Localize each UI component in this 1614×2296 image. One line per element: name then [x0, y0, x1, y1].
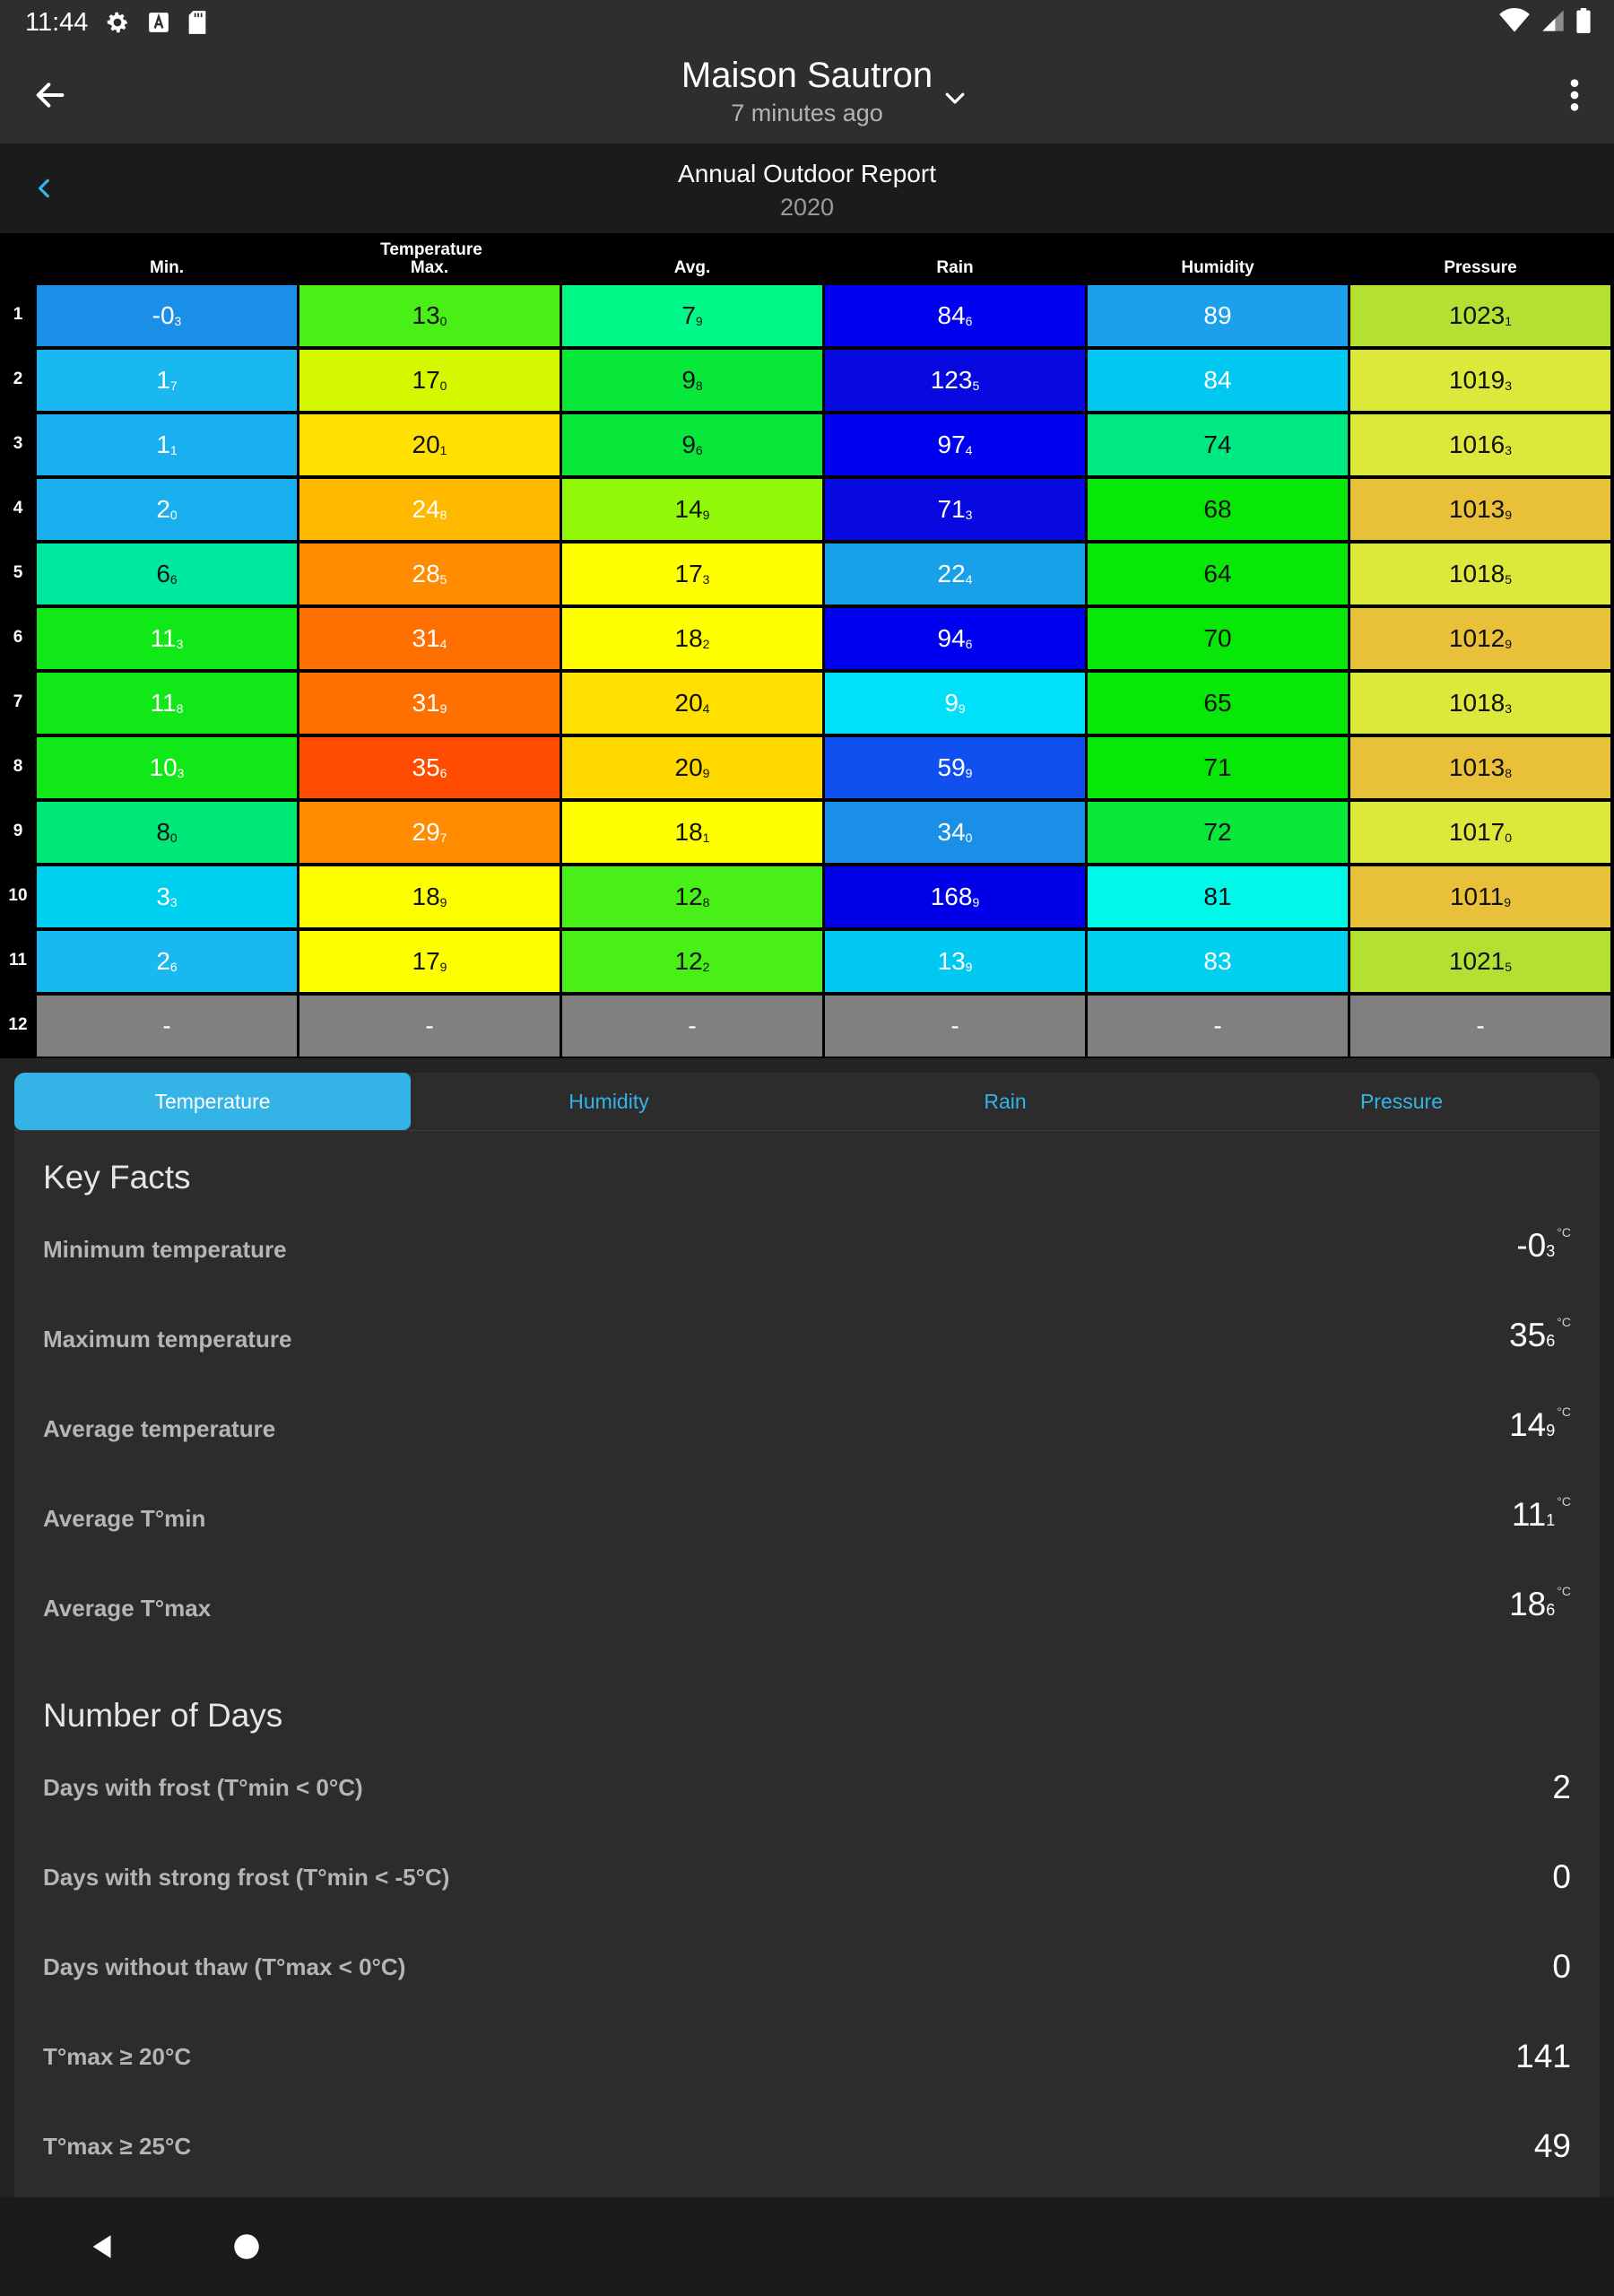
key-fact-value: [1509, 1586, 1571, 1623]
tab-humidity[interactable]: Humidity: [568, 1089, 649, 1113]
cell-value-decimal: 3: [176, 637, 184, 651]
cell-value-decimal: 8: [176, 701, 184, 716]
cell-value-decimal: 5: [972, 378, 980, 393]
cell-value-integer: 81: [1203, 883, 1232, 910]
cell-value-decimal: 4: [439, 637, 447, 651]
cell-value-integer: 28: [412, 560, 440, 587]
table-cell: [1088, 350, 1348, 411]
cell-value-integer: 168: [930, 883, 973, 910]
cell-value-decimal: 1: [702, 831, 710, 845]
cell-value-decimal: 3: [965, 508, 973, 522]
table-cell: [562, 479, 822, 540]
circle-home-icon: [233, 2233, 260, 2260]
cell-value-decimal: 3: [702, 572, 710, 587]
row-number: 4: [13, 499, 23, 517]
table-cell: [1350, 673, 1610, 734]
cell-value-decimal: 3: [1505, 443, 1513, 457]
report-table: [0, 233, 1614, 1058]
table-cell: [299, 350, 560, 411]
cell-value-integer: 1018: [1448, 560, 1506, 587]
cell-value-decimal: 9: [972, 895, 980, 909]
cell-value-integer: 1: [156, 366, 170, 394]
cell-value-integer: 13: [937, 947, 966, 975]
table-cell: [299, 737, 560, 798]
settings-icon: [104, 9, 131, 36]
cell-value-integer: 12: [674, 947, 703, 975]
stats-card: [14, 1073, 1600, 2197]
cell-value-integer: 31: [412, 624, 440, 652]
cell-value-integer: 1013: [1448, 495, 1506, 523]
row-number: 6: [13, 628, 23, 647]
table-cell: [37, 866, 297, 927]
key-fact-value: [1509, 1317, 1571, 1354]
cell-value-integer: 10: [149, 753, 178, 781]
days-stat-value: 0: [1552, 1948, 1571, 1985]
cell-value-decimal: 1: [1505, 314, 1513, 328]
cell-value-decimal: 1: [439, 443, 447, 457]
column-group-header-temperature: Temperature: [380, 240, 482, 260]
cell-value-integer: 12: [674, 883, 703, 910]
row-number: 11: [8, 951, 28, 970]
cell-value-integer: 18: [412, 883, 440, 910]
table-cell: [1350, 479, 1610, 540]
days-stat-label: Days without thaw (T°max < 0°C): [43, 1953, 406, 1980]
cell-value-integer: 3: [156, 883, 170, 910]
cell-value-integer: 7: [681, 301, 696, 329]
table-cell: [1350, 866, 1610, 927]
table-cell: [562, 931, 822, 992]
cell-value-integer: -: [950, 1012, 959, 1039]
table-cell: [825, 996, 1085, 1057]
cell-value-decimal: 0: [965, 831, 973, 845]
status-bar: [0, 0, 1614, 45]
value-unit: °C: [1557, 1494, 1571, 1509]
value-integer: 35: [1509, 1317, 1547, 1353]
table-cell: [1088, 866, 1348, 927]
table-cell: [825, 673, 1085, 734]
cell-value-integer: 1016: [1448, 430, 1506, 458]
cell-value-integer: 29: [412, 818, 440, 846]
table-cell: [825, 866, 1085, 927]
cell-value-integer: 1023: [1448, 301, 1506, 329]
nav-back-button[interactable]: [81, 2224, 126, 2269]
cell-value-decimal: 4: [965, 572, 973, 587]
cell-value-decimal: 7: [169, 378, 178, 393]
cell-value-decimal: 1: [169, 443, 178, 457]
table-cell: [37, 737, 297, 798]
days-stat-value: 2: [1552, 1769, 1571, 1805]
table-cell: [562, 737, 822, 798]
station-title-block[interactable]: [0, 56, 1614, 127]
value-integer: -0: [1516, 1227, 1547, 1264]
table-cell: [299, 479, 560, 540]
table-cell: [1088, 285, 1348, 346]
cell-value-integer: 20: [674, 753, 703, 781]
column-header: Min.: [150, 258, 184, 278]
cell-value-integer: 1011: [1449, 883, 1505, 910]
cell-value-decimal: 7: [439, 831, 447, 845]
cell-value-integer: 31: [412, 689, 440, 717]
table-cell: [825, 350, 1085, 411]
days-stat-label: T°max ≥ 20°C: [43, 2043, 192, 2070]
value-unit: °C: [1557, 1225, 1571, 1239]
cell-value-decimal: 6: [439, 766, 447, 780]
table-cell: [562, 866, 822, 927]
key-fact-value: [1509, 1406, 1571, 1444]
cell-value-decimal: 4: [965, 443, 973, 457]
value-decimal: 1: [1546, 1511, 1556, 1529]
cell-value-integer: 6: [156, 560, 170, 587]
cell-value-decimal: 9: [695, 314, 703, 328]
table-cell: [825, 285, 1085, 346]
row-number: 5: [13, 563, 23, 582]
cell-value-decimal: 9: [965, 766, 973, 780]
cell-value-integer: 2: [156, 495, 170, 523]
cell-value-decimal: 6: [965, 637, 973, 651]
table-cell: [1088, 414, 1348, 475]
cell-value-decimal: 5: [439, 572, 447, 587]
table-cell: [1350, 414, 1610, 475]
system-navigation-bar: [0, 2197, 1614, 2296]
table-cell: [37, 996, 297, 1057]
table-cell: [1350, 285, 1610, 346]
table-cell: [37, 414, 297, 475]
cell-value-decimal: 9: [439, 701, 447, 716]
table-cell: [1088, 737, 1348, 798]
table-cell: [299, 866, 560, 927]
table-cell: [1350, 608, 1610, 669]
cell-value-integer: 35: [412, 753, 440, 781]
value-decimal: 6: [1546, 1332, 1556, 1350]
a-notification-icon: [147, 11, 170, 34]
table-cell: [825, 479, 1085, 540]
cell-value-integer: 71: [1203, 753, 1232, 781]
cell-value-integer: 71: [937, 495, 966, 523]
cell-value-integer: 14: [674, 495, 703, 523]
cell-value-integer: 84: [937, 301, 966, 329]
table-cell: [299, 414, 560, 475]
cell-value-integer: 20: [412, 430, 440, 458]
wifi-icon: [1499, 8, 1530, 38]
cell-value-integer: 17: [674, 560, 703, 587]
table-cell: [299, 673, 560, 734]
cell-value-integer: 9: [944, 689, 959, 717]
signal-icon: [1540, 8, 1566, 38]
battery-icon: [1576, 8, 1591, 38]
cell-value-integer: 24: [412, 495, 440, 523]
table-cell: [37, 608, 297, 669]
table-cell: [299, 931, 560, 992]
cell-value-decimal: 5: [1505, 960, 1513, 974]
table-cell: [1088, 608, 1348, 669]
table-cell: [825, 608, 1085, 669]
cell-value-integer: -: [425, 1012, 434, 1039]
chevron-down-icon: [941, 84, 968, 111]
row-number: 9: [13, 822, 23, 840]
row-number: 8: [13, 757, 23, 776]
overflow-menu-button[interactable]: [1551, 72, 1598, 118]
sd-card-icon: [187, 10, 208, 35]
report-title: Annual Outdoor Report: [678, 160, 936, 187]
row-number: 1: [13, 305, 23, 324]
table-cell: [299, 996, 560, 1057]
table-cell: [37, 479, 297, 540]
table-cell: [562, 544, 822, 604]
table-cell: [299, 802, 560, 863]
key-fact-label: Maximum temperature: [43, 1326, 292, 1352]
cell-value-decimal: 8: [695, 378, 703, 393]
cell-value-integer: 1021: [1448, 947, 1506, 975]
cell-value-decimal: 3: [1505, 701, 1513, 716]
cell-value-integer: 1013: [1448, 753, 1506, 781]
cell-value-decimal: 0: [169, 831, 178, 845]
days-stat-label: Days with frost (T°min < 0°C): [43, 1774, 363, 1801]
table-cell: [299, 608, 560, 669]
cell-value-decimal: 9: [702, 766, 710, 780]
report-header: [0, 144, 1614, 233]
nav-home-button[interactable]: [224, 2224, 269, 2269]
cell-value-decimal: 4: [702, 701, 710, 716]
value-unit: °C: [1557, 1584, 1571, 1598]
row-number: 3: [13, 434, 23, 453]
days-stat-label: Days with strong frost (T°min < -5°C): [43, 1864, 450, 1891]
cell-value-decimal: 9: [1504, 895, 1511, 909]
column-header: Humidity: [1181, 258, 1254, 278]
key-fact-value: [1516, 1227, 1571, 1265]
cell-value-integer: 17: [412, 947, 440, 975]
row-number: 10: [8, 886, 28, 905]
cell-value-integer: 65: [1203, 689, 1232, 717]
tab-pressure[interactable]: Pressure: [1359, 1089, 1444, 1113]
cell-value-integer: 9: [681, 430, 696, 458]
cell-value-integer: 70: [1203, 624, 1232, 652]
previous-year-button[interactable]: [25, 169, 65, 208]
key-fact-label: Average T°min: [43, 1505, 206, 1532]
table-cell: [37, 350, 297, 411]
value-integer: 11: [1511, 1496, 1547, 1533]
row-number: 12: [8, 1015, 28, 1034]
table-cell: [825, 544, 1085, 604]
more-vertical-icon: [1569, 77, 1580, 113]
cell-value-decimal: 9: [702, 508, 710, 522]
table-cell: [562, 673, 822, 734]
last-update-text: 7 minutes ago: [731, 100, 883, 126]
triangle-back-icon: [88, 2231, 118, 2262]
value-unit: °C: [1557, 1315, 1571, 1329]
cell-value-integer: 84: [1203, 366, 1232, 394]
table-cell: [1088, 479, 1348, 540]
cell-value-decimal: 6: [965, 314, 973, 328]
days-stat-label: T°max ≥ 25°C: [43, 2133, 192, 2160]
cell-value-integer: 20: [674, 689, 703, 717]
cell-value-decimal: 2: [702, 960, 710, 974]
cell-value-integer: 89: [1203, 301, 1232, 329]
cell-value-integer: 1017: [1448, 818, 1506, 846]
table-cell: [1350, 737, 1610, 798]
cell-value-decimal: 2: [702, 637, 710, 651]
table-cell: [562, 996, 822, 1057]
cell-value-integer: 1012: [1448, 624, 1506, 652]
table-cell: [562, 350, 822, 411]
cell-value-integer: 1019: [1448, 366, 1506, 394]
table-cell: [562, 802, 822, 863]
station-dropdown-button[interactable]: [933, 75, 977, 120]
cell-value-integer: 59: [937, 753, 966, 781]
days-stat-value: 141: [1515, 2038, 1571, 2074]
value-integer: 14: [1509, 1406, 1547, 1443]
value-unit: °C: [1557, 1405, 1571, 1419]
table-cell: [37, 544, 297, 604]
cell-value-decimal: 3: [177, 766, 185, 780]
table-cell: [825, 931, 1085, 992]
table-cell: [1350, 544, 1610, 604]
cell-value-integer: 18: [674, 624, 703, 652]
table-cell: [299, 544, 560, 604]
number-of-days-title: Number of Days: [43, 1697, 283, 1734]
cell-value-integer: 64: [1203, 560, 1232, 587]
table-cell: [1088, 673, 1348, 734]
cell-value-decimal: 9: [1505, 637, 1513, 651]
key-fact-label: Average temperature: [43, 1415, 276, 1442]
cell-value-integer: 13: [412, 301, 440, 329]
cell-value-decimal: 0: [439, 314, 447, 328]
cell-value-integer: 83: [1203, 947, 1232, 975]
cell-value-integer: -: [1213, 1012, 1222, 1039]
table-cell: [37, 931, 297, 992]
cell-value-integer: -: [162, 1012, 171, 1039]
cell-value-decimal: 8: [1505, 766, 1513, 780]
value-decimal: 9: [1546, 1422, 1556, 1439]
cell-value-integer: 94: [937, 624, 966, 652]
table-cell: [1350, 996, 1610, 1057]
cell-value-decimal: 3: [169, 895, 178, 909]
value-decimal: 6: [1546, 1601, 1556, 1619]
cell-value-integer: -: [688, 1012, 697, 1039]
cell-value-decimal: 3: [174, 314, 182, 328]
cell-value-decimal: 0: [1505, 831, 1513, 845]
app-bar: [0, 45, 1614, 144]
column-header: Pressure: [1444, 258, 1517, 278]
cell-value-integer: 68: [1203, 495, 1232, 523]
cell-value-decimal: 0: [439, 378, 447, 393]
cell-value-integer: 8: [156, 818, 170, 846]
column-header: Max.: [410, 258, 449, 278]
cell-value-integer: 22: [937, 560, 966, 587]
table-cell: [37, 673, 297, 734]
value-integer: 18: [1509, 1586, 1547, 1622]
cell-value-decimal: 9: [439, 960, 447, 974]
cell-value-decimal: 9: [1505, 508, 1513, 522]
cell-value-decimal: 8: [439, 508, 447, 522]
row-number: 7: [13, 692, 23, 711]
column-header: Rain: [936, 258, 974, 278]
cell-value-decimal: 3: [1505, 378, 1513, 393]
cell-value-decimal: 9: [965, 960, 973, 974]
table-cell: [299, 285, 560, 346]
row-number: 2: [13, 370, 23, 388]
cell-value-decimal: 5: [1505, 572, 1513, 587]
table-cell: [562, 608, 822, 669]
chevron-left-icon: [33, 175, 56, 202]
column-header: Avg.: [673, 258, 711, 278]
cell-value-integer: 11: [150, 689, 177, 717]
report-year: 2020: [779, 194, 835, 221]
status-time: 11:44: [25, 7, 89, 37]
value-decimal: 3: [1546, 1242, 1556, 1260]
key-fact-label: Average T°max: [43, 1595, 212, 1622]
cell-value-integer: 11: [150, 624, 177, 652]
key-fact-value: [1512, 1496, 1571, 1534]
cell-value-integer: -0: [152, 301, 175, 329]
cell-value-decimal: 9: [439, 895, 447, 909]
cell-value-decimal: 6: [169, 960, 178, 974]
cell-value-decimal: 9: [958, 701, 966, 716]
tab-rain[interactable]: Rain: [984, 1089, 1027, 1113]
cell-value-integer: 2: [156, 947, 170, 975]
table-cell: [825, 737, 1085, 798]
key-facts-title: Key Facts: [43, 1159, 191, 1196]
cell-value-integer: 123: [930, 366, 973, 394]
table-cell: [1088, 544, 1348, 604]
cell-value-decimal: 0: [169, 508, 178, 522]
table-cell: [1350, 350, 1610, 411]
cell-value-integer: 34: [937, 818, 966, 846]
cell-value-integer: 1018: [1448, 689, 1506, 717]
cell-value-integer: -: [1476, 1012, 1485, 1039]
cell-value-integer: 1: [156, 430, 170, 458]
table-cell: [37, 802, 297, 863]
table-cell: [1088, 931, 1348, 992]
cell-value-integer: 97: [937, 430, 966, 458]
days-stat-value: 0: [1552, 1858, 1571, 1895]
cell-value-decimal: 6: [169, 572, 178, 587]
cell-value-integer: 72: [1203, 818, 1232, 846]
cell-value-integer: 9: [681, 366, 696, 394]
table-cell: [1088, 996, 1348, 1057]
cell-value-integer: 18: [674, 818, 703, 846]
stats-tab-bar: [14, 1073, 1600, 1131]
cell-value-integer: 17: [412, 366, 440, 394]
cell-value-decimal: 6: [695, 443, 703, 457]
table-cell: [37, 285, 297, 346]
table-cell: [562, 414, 822, 475]
table-cell: [1088, 802, 1348, 863]
days-stat-value: 49: [1533, 2127, 1571, 2164]
table-cell: [562, 285, 822, 346]
table-cell: [1350, 802, 1610, 863]
cell-value-decimal: 8: [702, 895, 710, 909]
cell-value-integer: 74: [1203, 430, 1232, 458]
table-cell: [825, 802, 1085, 863]
station-title: Maison Sautron: [681, 56, 933, 95]
key-fact-label: Minimum temperature: [43, 1236, 287, 1263]
table-cell: [1350, 931, 1610, 992]
table-cell: [825, 414, 1085, 475]
tab-temperature[interactable]: Temperature: [14, 1073, 411, 1130]
